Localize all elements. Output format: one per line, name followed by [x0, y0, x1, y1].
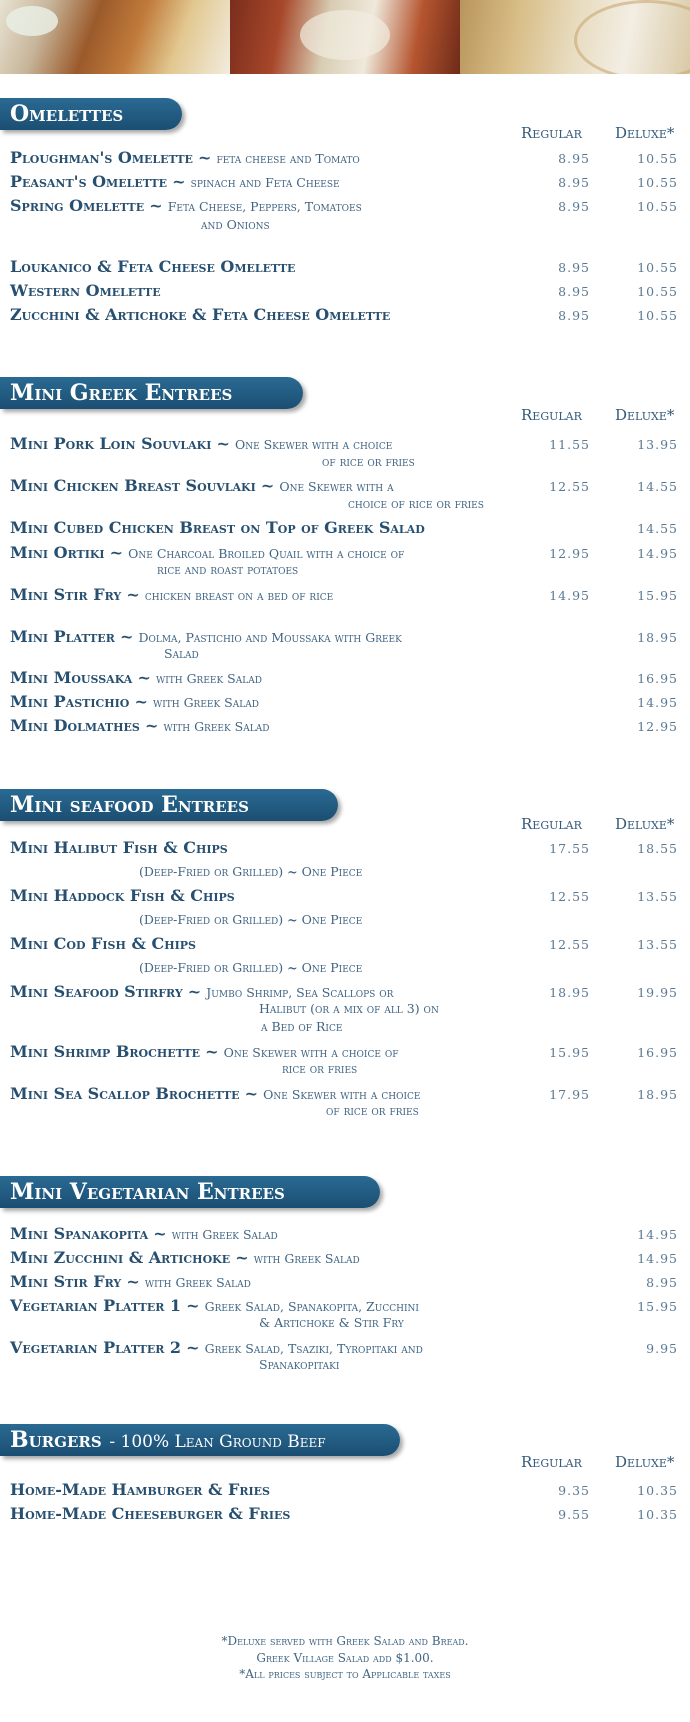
menu-item: Home-Made Cheeseburger & Fries — [10, 1504, 291, 1523]
price-deluxe: 15.95 — [637, 1299, 678, 1314]
price-regular: 8.95 — [558, 260, 590, 275]
price-deluxe: 8.95 — [646, 1275, 678, 1290]
menu-item: Loukanico & Feta Cheese Omelette — [10, 257, 296, 276]
price-deluxe: 16.95 — [637, 1045, 678, 1060]
footnote-salad: Greek Village Salad add $1.00. — [256, 1651, 434, 1665]
section-title: Mini Vegetarian Entrees — [10, 1179, 285, 1205]
price-regular: 12.55 — [549, 479, 590, 494]
item-description-continued: rice and roast potatoes — [157, 562, 299, 577]
section-banner-mini-greek-entrees — [0, 377, 303, 409]
section-banner-mini-vegetarian-entrees — [0, 1176, 380, 1208]
column-header-deluxe: Deluxe* — [615, 1453, 675, 1471]
menu-item: Western Omelette — [10, 281, 161, 300]
price-regular: 8.95 — [558, 284, 590, 299]
price-deluxe: 10.55 — [637, 284, 678, 299]
price-regular: 15.95 — [549, 1045, 590, 1060]
section-banner-mini-seafood-entrees — [0, 789, 338, 821]
section-banner-burgers — [0, 1424, 400, 1456]
menu-item: Spring Omelette ~ Feta Cheese, Peppers, Tomatoes — [10, 196, 362, 215]
column-header-deluxe: Deluxe* — [615, 815, 675, 833]
price-deluxe: 14.95 — [637, 546, 678, 561]
price-regular: 8.95 — [558, 308, 590, 323]
menu-item: Mini Spanakopita ~ with Greek Salad — [10, 1224, 278, 1243]
item-description-continued: Salad — [164, 646, 199, 661]
menu-item: Mini Shrimp Brochette ~ One Skewer with a choice of — [10, 1042, 399, 1061]
menu-item: Mini Pork Loin Souvlaki ~ One Skewer with a choice — [10, 434, 393, 453]
price-deluxe: 9.95 — [646, 1341, 678, 1356]
menu-item: Mini Zucchini & Artichoke ~ with Greek Salad — [10, 1248, 360, 1267]
menu-item: Mini Ortiki ~ One Charcoal Broiled Quail with a choice of — [10, 543, 405, 562]
price-deluxe: 12.95 — [637, 719, 678, 734]
menu-item: Mini Pastichio ~ with Greek Salad — [10, 692, 259, 711]
food-photo-dip — [460, 0, 690, 74]
price-deluxe: 13.55 — [637, 889, 678, 904]
section-title: Mini Greek Entrees — [10, 380, 233, 406]
price-deluxe: 19.95 — [637, 985, 678, 1000]
price-regular: 11.55 — [549, 437, 590, 452]
price-deluxe: 15.95 — [637, 588, 678, 603]
menu-item: Mini Chicken Breast Souvlaki ~ One Skewer with a — [10, 476, 394, 495]
section-subtitle: - 100% Lean Ground Beef — [109, 1432, 326, 1452]
menu-item: Mini Stir Fry ~ with Greek Salad — [10, 1272, 251, 1291]
price-deluxe: 18.95 — [637, 1087, 678, 1102]
price-deluxe: 14.95 — [637, 1251, 678, 1266]
menu-item: Mini Seafood Stirfry ~ Jumbo Shrimp, Sea Scallops or — [10, 982, 394, 1001]
item-description-continued: & Artichoke & Stir Fry — [259, 1315, 404, 1330]
price-regular: 8.95 — [558, 199, 590, 214]
item-description-continued: and Onions — [201, 217, 270, 232]
price-deluxe: 10.55 — [637, 151, 678, 166]
menu-item: Vegetarian Platter 1 ~ Greek Salad, Spanakopita, Zucchini — [10, 1296, 419, 1315]
price-regular: 17.95 — [549, 1087, 590, 1102]
menu-item: Mini Halibut Fish & Chips — [10, 838, 228, 857]
price-regular: 17.55 — [549, 841, 590, 856]
price-regular: 8.95 — [558, 151, 590, 166]
price-deluxe: 14.55 — [637, 479, 678, 494]
price-deluxe: 10.55 — [637, 260, 678, 275]
item-description-continued: Spanakopitaki — [259, 1357, 340, 1372]
section-title: Burgers — [10, 1427, 102, 1453]
price-regular: 12.95 — [549, 546, 590, 561]
item-subline: (Deep-Fried or Grilled) ~ One Piece — [139, 960, 363, 975]
price-regular: 12.55 — [549, 889, 590, 904]
price-deluxe: 13.55 — [637, 937, 678, 952]
column-header-deluxe: Deluxe* — [615, 406, 675, 424]
price-regular: 18.95 — [549, 985, 590, 1000]
footnote-taxes: *All prices subject to Applicable taxes — [239, 1667, 451, 1681]
price-deluxe: 10.55 — [637, 175, 678, 190]
menu-item: Mini Moussaka ~ with Greek Salad — [10, 668, 262, 687]
column-header-regular: Regular — [521, 815, 582, 833]
price-deluxe: 10.35 — [637, 1483, 678, 1498]
menu-item: Ploughman's Omelette ~ feta cheese and Tomato — [10, 148, 360, 167]
column-header-regular: Regular — [521, 406, 582, 424]
section-title: Mini seafood Entrees — [10, 792, 249, 818]
footnote-deluxe: *Deluxe served with Greek Salad and Bread. — [221, 1634, 469, 1648]
menu-item: Vegetarian Platter 2 ~ Greek Salad, Tsaziki, Tyropitaki and — [10, 1338, 423, 1357]
section-banner-omelettes — [0, 98, 182, 130]
menu-item: Mini Sea Scallop Brochette ~ One Skewer with a choice — [10, 1084, 421, 1103]
item-description-continued: a Bed of Rice — [261, 1019, 343, 1034]
price-deluxe: 14.95 — [637, 695, 678, 710]
price-regular: 12.55 — [549, 937, 590, 952]
column-header-regular: Regular — [521, 124, 582, 142]
price-deluxe: 16.95 — [637, 671, 678, 686]
menu-item: Mini Platter ~ Dolma, Pastichio and Moussaka with Greek — [10, 627, 402, 646]
food-photo-pasta — [230, 0, 460, 74]
item-description-continued: choice of rice or fries — [348, 496, 484, 511]
price-regular: 14.95 — [549, 588, 590, 603]
item-description-continued: Halibut (or a mix of all 3) on — [259, 1001, 439, 1016]
price-deluxe: 10.35 — [637, 1507, 678, 1522]
menu-item: Mini Dolmathes ~ with Greek Salad — [10, 716, 270, 735]
price-deluxe: 14.95 — [637, 1227, 678, 1242]
header-photo-strip — [0, 0, 690, 74]
menu-item: Zucchini & Artichoke & Feta Cheese Omelette — [10, 305, 391, 324]
item-subline: (Deep-Fried or Grilled) ~ One Piece — [139, 864, 363, 879]
column-header-regular: Regular — [521, 1453, 582, 1471]
item-description-continued: of rice or fries — [326, 1103, 419, 1118]
price-deluxe: 10.55 — [637, 308, 678, 323]
menu-item: Mini Cod Fish & Chips — [10, 934, 196, 953]
price-regular: 9.55 — [558, 1507, 590, 1522]
food-photo-fried-chicken — [0, 0, 230, 74]
price-deluxe: 10.55 — [637, 199, 678, 214]
menu-item: Mini Stir Fry ~ chicken breast on a bed of rice — [10, 585, 334, 604]
price-deluxe: 18.55 — [637, 841, 678, 856]
price-deluxe: 14.55 — [637, 521, 678, 536]
menu-item: Mini Cubed Chicken Breast on Top of Greek Salad — [10, 518, 425, 537]
price-deluxe: 18.95 — [637, 630, 678, 645]
price-regular: 8.95 — [558, 175, 590, 190]
menu-item: Home-Made Hamburger & Fries — [10, 1480, 270, 1499]
column-header-deluxe: Deluxe* — [615, 124, 675, 142]
item-description-continued: of rice or fries — [322, 454, 415, 469]
menu-item: Mini Haddock Fish & Chips — [10, 886, 235, 905]
menu-item: Peasant's Omelette ~ spinach and Feta Cheese — [10, 172, 340, 191]
item-subline: (Deep-Fried or Grilled) ~ One Piece — [139, 912, 363, 927]
section-title: Omelettes — [10, 101, 124, 127]
item-description-continued: rice or fries — [282, 1061, 358, 1076]
price-regular: 9.35 — [558, 1483, 590, 1498]
price-deluxe: 13.95 — [637, 437, 678, 452]
